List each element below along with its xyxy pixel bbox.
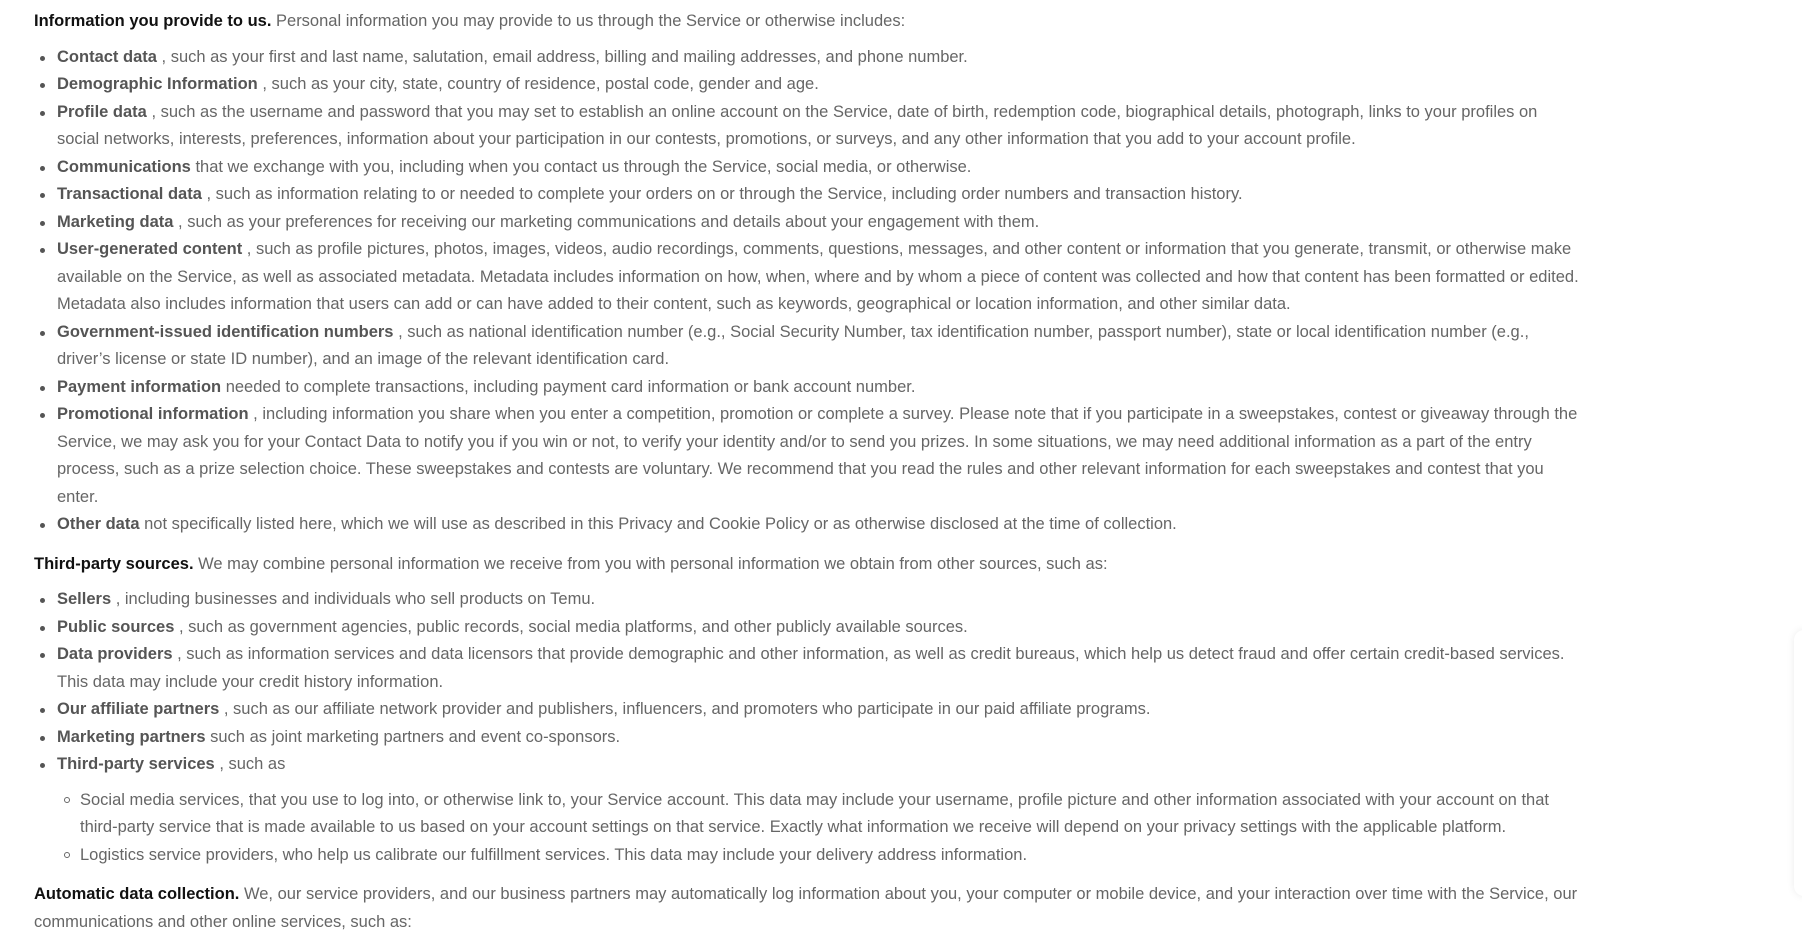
information-you-provide-list xyxy=(34,44,1579,539)
list-item-public-sources xyxy=(57,614,1579,642)
item-text: , such as the username and password that you may set to establish an online account on the Service, date of birth, redemption code, biographical details, photograph, links to your profiles on social networks, interests, preferences, information about your participation in our contests, promotions, or surveys, and any other information that you add to your account profile. xyxy=(57,102,1538,148)
item-label: Payment information xyxy=(57,377,222,396)
item-label: Marketing partners xyxy=(57,727,206,746)
list-item-user-generated-content xyxy=(57,236,1579,319)
section-heading: Automatic data collection. xyxy=(34,885,240,903)
item-label: Sellers xyxy=(57,590,112,608)
list-item-third-party-services xyxy=(57,751,1579,869)
item-text: , such as your city, state, country of residence, postal code, gender and age. xyxy=(257,75,819,93)
list-item-government-ids xyxy=(57,319,1579,374)
item-text: , such as information services and data licensors that provide demographic and other information, as well as credit bureaus, which help us detect fraud and offer certain credit-based services. This data may include your credit history information. xyxy=(57,645,1565,691)
item-text: not specifically listed here, which we will use as described in this Privacy and Cookie Policy or as otherwise disclosed at the time of collection. xyxy=(139,515,1177,533)
list-item-profile-data xyxy=(57,99,1579,154)
section-intro: We, our service providers, and our business partners may automatically log information about you, your computer or mobile device, and your interaction over time with the Service, our communications and other online services, such as: xyxy=(34,885,1578,931)
item-label: Our affiliate partners xyxy=(57,700,220,718)
floating-side-panel[interactable] xyxy=(1794,630,1802,896)
list-item-payment-information xyxy=(57,374,1579,402)
section-intro: We may combine personal information we receive from you with personal information we obtain from other sources, such as: xyxy=(193,554,1108,573)
item-label: Profile data xyxy=(57,102,147,121)
list-item-contact-data xyxy=(57,44,1579,72)
list-item-transactional-data xyxy=(57,181,1579,209)
third-party-sources-list xyxy=(34,586,1579,869)
item-label: Transactional data xyxy=(57,185,202,203)
list-item-marketing-partners xyxy=(57,724,1579,752)
item-text: , such as your first and last name, salutation, email address, billing and mailing addresses, and phone number. xyxy=(156,47,968,66)
list-item-affiliate-partners xyxy=(57,696,1579,724)
item-label: Public sources xyxy=(57,617,175,636)
section-heading: Third-party sources. xyxy=(34,554,194,573)
item-text: such as joint marketing partners and event co-sponsors. xyxy=(205,727,621,746)
item-text: , such as xyxy=(214,755,286,773)
section-third-party-sources xyxy=(34,551,1579,579)
item-text: , such as profile pictures, photos, images, videos, audio recordings, comments, questions, messages, and other content or information that you generate, transmit, or otherwise make available on the Service, as well as associated metadata. Metadata includes information on how, when, where and by whom a piece of content was collected and how that content has been formatted or edited. Metadata also includes information that users can add or can have added to their content, such as keywords, geographical or location information, and other similar data. xyxy=(57,240,1579,313)
section-information-you-provide xyxy=(34,8,1579,36)
privacy-policy-content xyxy=(34,4,1579,944)
item-text: needed to complete transactions, including payment card information or bank account number. xyxy=(221,377,916,396)
item-label: Third-party services xyxy=(57,755,215,773)
item-text: , including information you share when you enter a competition, promotion or complete a survey. Please note that if you participate in a sweepstakes, contest or giveaway through the Service, we may ask you for your Contact Data to notify you if you win or not, to verify your identity and/or to send you prizes. In some situations, we may need additional information as a part of the entry process, such as a prize selection choice. These sweepstakes and contests are voluntary. We recommend that you read the rules and other relevant information for each sweepstakes and contest that you enter. xyxy=(57,405,1578,506)
item-label: Marketing data xyxy=(57,212,174,231)
section-intro: Personal information you may provide to us through the Service or otherwise includes: xyxy=(271,12,906,30)
list-item-communications xyxy=(57,154,1579,182)
item-label: Demographic Information xyxy=(57,75,258,93)
list-item-demographic-information xyxy=(57,71,1579,99)
item-text: , such as information relating to or needed to complete your orders on or through the Service, including order numbers and transaction history. xyxy=(201,185,1243,203)
section-heading: Information you provide to us. xyxy=(34,12,272,30)
item-text: , such as national identification number (e.g., Social Security Number, tax identification number, passport number), state or local identification number (e.g., driver’s license or state ID number), and an image of the relevant identification card. xyxy=(57,322,1529,368)
item-label: Government-issued identification numbers xyxy=(57,322,394,341)
sublist-item-logistics-providers: Logistics service providers, who help us calibrate our fulfillment services. This data may include your delivery address information. xyxy=(80,842,1579,870)
list-item-other-data xyxy=(57,511,1579,539)
section-automatic-data-collection xyxy=(34,881,1579,936)
item-text: , such as your preferences for receiving our marketing communications and details about your engagement with them. xyxy=(173,212,1040,231)
item-text: , such as our affiliate network provider and publishers, influencers, and promoters who participate in our paid affiliate programs. xyxy=(219,700,1151,718)
item-label: Data providers xyxy=(57,645,173,663)
item-text: , including businesses and individuals who sell products on Temu. xyxy=(111,590,596,608)
item-label: Communications xyxy=(57,157,191,176)
item-label: User-generated content xyxy=(57,240,243,258)
third-party-services-sublist xyxy=(57,787,1579,870)
list-item-marketing-data xyxy=(57,209,1579,237)
sublist-item-social-media-services: Social media services, that you use to log into, or otherwise link to, your Service account. This data may include your username, profile picture and other information associated with your account on that third-party service that is made available to us based on your account settings on that service. Exactly what information we receive will depend on your privacy settings with the applicable platform. xyxy=(80,787,1579,842)
item-text: , such as government agencies, public records, social media platforms, and other publicly available sources. xyxy=(174,617,968,636)
list-item-sellers xyxy=(57,586,1579,614)
item-label: Other data xyxy=(57,515,140,533)
item-text: that we exchange with you, including when you contact us through the Service, social media, or otherwise. xyxy=(190,157,972,176)
list-item-data-providers xyxy=(57,641,1579,696)
item-label: Contact data xyxy=(57,47,157,66)
item-label: Promotional information xyxy=(57,405,249,423)
list-item-promotional-information xyxy=(57,401,1579,511)
